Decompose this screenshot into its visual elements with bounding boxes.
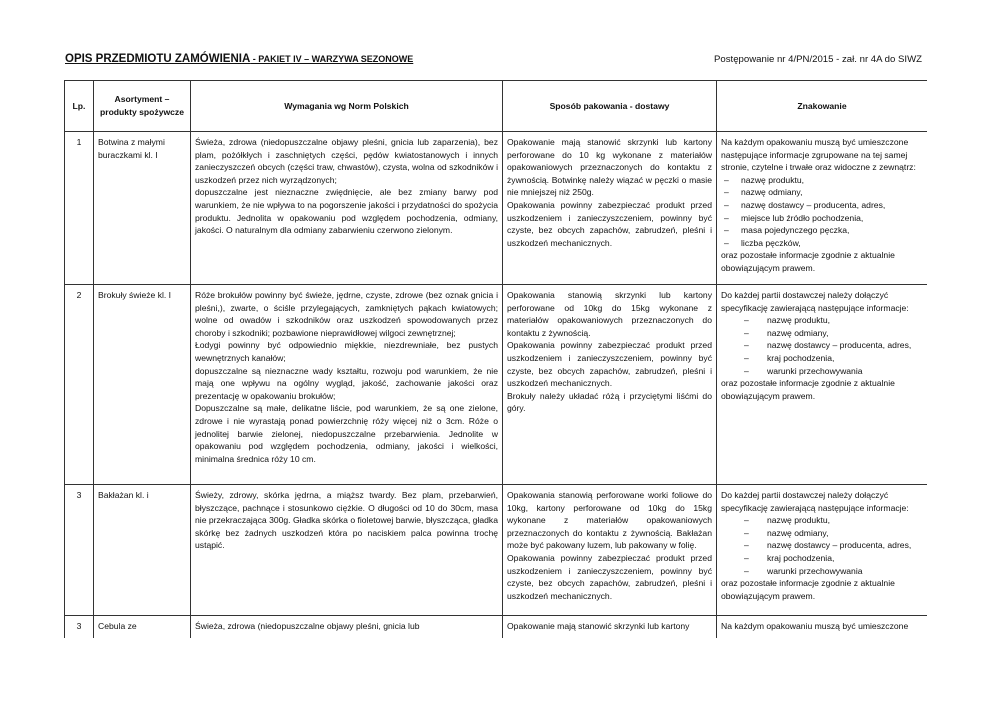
document-header <box>65 53 922 69</box>
cell-product <box>94 616 191 639</box>
specification-table-container <box>64 80 927 638</box>
labeling-intro: Na każdym opakowaniu muszą być umieszczone <box>721 621 909 631</box>
labeling-item: – liczba pęczków, <box>721 237 923 250</box>
labeling-item: – kraj pochodzenia, <box>721 552 923 565</box>
packaging-paragraph: Opakowanie mają stanowić skrzynki lub kartony <box>507 621 690 631</box>
labeling-outro: oraz pozostałe informacje zgodnie z aktualnie obowiązującym prawem. <box>721 578 895 601</box>
title-subtitle: - PAKIET IV – WARZYWA SEZONOWE <box>250 54 414 64</box>
table-body <box>65 132 928 639</box>
labeling-item: – kraj pochodzenia, <box>721 352 923 365</box>
packaging-paragraph: Brokuły należy układać różą i przyciętymi liśćmi do góry. <box>507 390 712 414</box>
labeling-item: – nazwę odmiany, <box>721 527 923 540</box>
labeling-outro: oraz pozostałe informacje zgodnie z aktualnie obowiązującym prawem. <box>721 250 895 273</box>
col-header-packaging: Sposób pakowania - dostawy <box>503 81 717 132</box>
packaging-paragraph: Opakowania powinny zabezpieczać produkt przed uszkodzeniem i zanieczyszczeniem, powinny być czyste, bez obcych zapachów, zabrudzeń, pleśni i uszkodzeń mechanicznych. <box>507 552 712 601</box>
requirement-paragraph: Dopuszczalne są małe, delikatne liście, pod warunkiem, że są one zielone, zdrowe i nie wyrastają ponad powierzchnię róży więcej niż o 3cm. Róże o jednolitej barwie zielonej, niedopuszczalne przebarwienia. Jednolite w opakowaniu pod względem pochodzenia, odmiany, jakości i wielkości, minimalna średnica róży 10 cm. <box>195 403 498 464</box>
labeling-intro: Do każdej partii dostawczej należy dołączyć specyfikację zawierającą następujące informacje: <box>721 490 909 513</box>
cell-labeling <box>717 132 928 285</box>
cell-product <box>94 485 191 616</box>
row-number: 1 <box>76 137 82 147</box>
labeling-item: – nazwę produktu, <box>721 514 923 527</box>
row-number: 2 <box>76 290 82 300</box>
labeling-item: – nazwę odmiany, <box>721 186 923 199</box>
cell-labeling <box>717 616 928 639</box>
requirement-paragraph: dopuszczalne są nieznaczne wady kształtu, rozwoju pod warunkiem, że nie mają one wpływu na ogólny wygląd, jakość, zachowanie jakości oraz prezentację w opakowaniu brokułów; <box>195 365 498 401</box>
cell-requirements <box>191 132 503 285</box>
table-header-row <box>65 81 928 132</box>
col-header-requirements: Wymagania wg Norm Polskich <box>191 81 503 132</box>
cell-packaging <box>503 285 717 485</box>
table-row <box>65 485 928 616</box>
cell-labeling <box>717 285 928 485</box>
document-title <box>65 53 413 65</box>
table-row <box>65 285 928 485</box>
cell-product <box>94 132 191 285</box>
labeling-intro: Na każdym opakowaniu muszą być umieszczone następujące informacje zgrupowane na tej samej stronie, czytelne i trwałe oraz widoczne z zewnątrz: <box>721 137 916 173</box>
labeling-item: – nazwę dostawcy – producenta, adres, <box>721 339 923 352</box>
col-header-lp: Lp. <box>65 81 94 132</box>
col-header-labeling: Znakowanie <box>717 81 928 132</box>
title-main: OPIS PRZEDMIOTU ZAMÓWIENIA <box>65 53 251 65</box>
product-name: Botwina z małymi buraczkami kl. I <box>98 137 165 160</box>
cell-labeling <box>717 485 928 616</box>
cell-requirements <box>191 616 503 639</box>
labeling-item: – miejsce lub źródło pochodzenia, <box>721 212 923 225</box>
labeling-outro: oraz pozostałe informacje zgodnie z aktualnie obowiązującym prawem. <box>721 378 895 401</box>
labeling-item: – nazwę produktu, <box>721 174 923 187</box>
labeling-item: – warunki przechowywania <box>721 565 923 578</box>
labeling-item: – nazwę odmiany, <box>721 327 923 340</box>
requirement-paragraph: Łodygi powinny być odpowiednio miękkie, niezdrewniałe, bez pustych wewnętrznych kanałów; <box>195 340 498 363</box>
requirement-paragraph: Świeża, zdrowa (niedopuszczalne objawy pleśni, gnicia lub zaparzenia), bez plam, pożółkłych i zaschniętych części, pędów kwiatostanowych i innych zanieczyszczeń obcych (części traw, chwastów), czysta, wolna od szkodników i uszkodzeń przez nich wyrządzonych; <box>195 137 498 185</box>
labeling-item: – nazwę dostawcy – producenta, adres, <box>721 539 923 552</box>
specification-table <box>64 80 927 638</box>
cell-requirements <box>191 285 503 485</box>
labeling-item: – masa pojedynczego pęczka, <box>721 224 923 237</box>
labeling-item: – nazwę dostawcy – producenta, adres, <box>721 199 923 212</box>
cell-packaging <box>503 616 717 639</box>
product-name: Brokuły świeże kl. I <box>98 290 172 300</box>
packaging-paragraph: Opakowania powinny zabezpieczać produkt przed uszkodzeniem i zanieczyszczeniem, powinny być czyste, bez obcych zapachów, zabrudzeń, pleśni i uszkodzeń mechanicznych. <box>507 199 712 248</box>
requirement-paragraph: Świeża, zdrowa (niedopuszczalne objawy pleśni, gnicia lub <box>195 621 420 631</box>
cell-requirements <box>191 485 503 616</box>
labeling-item: – warunki przechowywania <box>721 365 923 378</box>
requirement-paragraph: Róże brokułów powinny być świeże, jędrne, czyste, zdrowe (bez oznak gnicia i pleśni,), zwarte, o ściśle przylegających, zamkniętych pąkach kwiatowych; wolne od owadów i szkodników oraz uszkodzeń spowodowanych przez choroby i szkodniki; pozbawione nieprawidłowej wilgoci zewnętrznej; <box>195 290 498 338</box>
product-name: Cebula ze <box>98 621 137 631</box>
procedure-reference: Postępowanie nr 4/PN/2015 - zał. nr 4A do SIWZ <box>714 54 922 65</box>
packaging-paragraph: Opakowania powinny zabezpieczać produkt przed uszkodzeniem i zanieczyszczeniem, powinny być czyste, bez obcych zapachów, zabrudzeń, pleśni i uszkodzeń mechanicznych. <box>507 340 712 389</box>
packaging-paragraph: Opakowania stanowią skrzynki lub kartony perforowane od 10kg do 15kg wykonane z materiałów opakowaniowych przeznaczonych do kontaktu z żywnością. <box>507 290 712 338</box>
col-header-product: Asortyment – produkty spożywcze <box>94 81 191 132</box>
cell-lp <box>65 616 94 639</box>
row-number: 3 <box>76 621 82 631</box>
packaging-paragraph: Opakowanie mają stanowić skrzynki lub kartony perforowane do 10 kg wykonane z materiałów opakowaniowych przeznaczonych do kontaktu z żywnością. Botwinkę należy wiązać w pęczki o masie nie mniejszej niż 250g. <box>507 137 712 198</box>
requirement-paragraph: Świeży, zdrowy, skórka jędrna, a miąższ twardy. Bez plam, przebarwień, błyszczące, pachnące i stosunkowo ciężkie. O długości od 10 do 30cm, masa nie przekraczająca 300g. Gładka skórka o fioletowej barwie, błyszcząca, gładka skórkę bez żadnych uszkodzeń która po naciskiem palca powinna trochę ustąpić. <box>195 490 498 551</box>
cell-packaging <box>503 132 717 285</box>
cell-lp <box>65 132 94 285</box>
row-number: 3 <box>76 490 82 500</box>
cell-lp <box>65 485 94 616</box>
labeling-intro: Do każdej partii dostawczej należy dołączyć specyfikację zawierającą następujące informacje: <box>721 290 909 313</box>
requirement-paragraph: dopuszczalne jest nieznaczne zwiędnięcie, ale bez zmiany barwy pod warunkiem, że nie wpływa to na pogorszenie jakości i przydatności do spożycia produktu. Jednolita w opakowaniu pod względem pochodzenia, odmiany, jakości. O naturalnym dla odmiany zabarwieniu czerwono zielonym. <box>195 187 498 236</box>
cell-lp <box>65 285 94 485</box>
packaging-paragraph: Opakowania stanowią perforowane worki foliowe do 10kg, kartony perforowane od 10kg do 15kg wykonane z materiałów opakowaniowych przeznaczonych do kontaktu z żywnością. Bakłażan może być pakowany luzem, lub pakowany w folię. <box>507 490 712 551</box>
table-row <box>65 132 928 285</box>
cell-packaging <box>503 485 717 616</box>
labeling-item: – nazwę produktu, <box>721 314 923 327</box>
cell-product <box>94 285 191 485</box>
product-name: Bakłażan kl. i <box>98 490 149 500</box>
table-row <box>65 616 928 639</box>
